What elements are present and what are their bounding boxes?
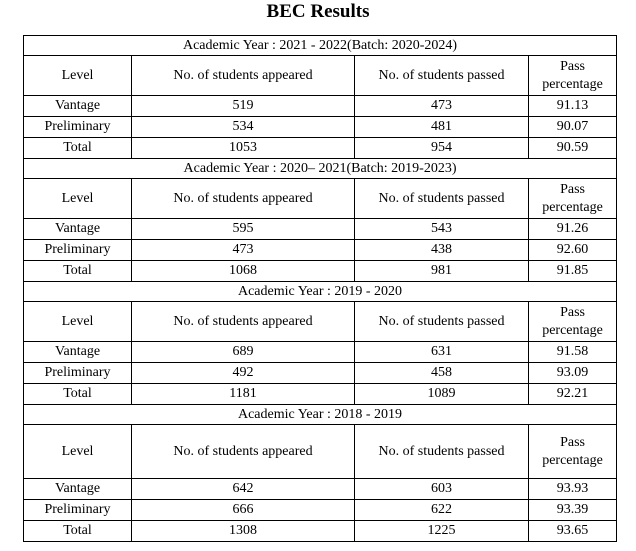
level-cell: Total (24, 384, 132, 405)
appeared-cell: 519 (132, 96, 355, 117)
level-cell: Preliminary (24, 500, 132, 521)
header-row (24, 302, 617, 342)
pass-percentage-header: Pass percentage (529, 425, 617, 479)
pass-percentage-cell: 92.60 (529, 240, 617, 261)
level-header: Level (24, 179, 132, 219)
pass-percentage-header: Pass percentage (529, 179, 617, 219)
academic-year-label: Academic Year : 2018 - 2019 (24, 405, 617, 425)
passed-cell: 603 (355, 479, 529, 500)
pass-percentage-cell: 93.39 (529, 500, 617, 521)
appeared-header: No. of students appeared (132, 179, 355, 219)
level-header: Level (24, 425, 132, 479)
appeared-cell: 666 (132, 500, 355, 521)
passed-cell: 473 (355, 96, 529, 117)
level-cell: Vantage (24, 342, 132, 363)
passed-cell: 1089 (355, 384, 529, 405)
academic-year-row (24, 36, 617, 56)
appeared-header: No. of students appeared (132, 56, 355, 96)
pass-percentage-cell: 92.21 (529, 384, 617, 405)
pass-percentage-cell: 91.13 (529, 96, 617, 117)
table-row (24, 342, 617, 363)
academic-year-label: Academic Year : 2021 - 2022(Batch: 2020-2024) (24, 36, 617, 56)
pass-percentage-cell: 91.85 (529, 261, 617, 282)
table-row (24, 363, 617, 384)
appeared-cell: 689 (132, 342, 355, 363)
level-cell: Preliminary (24, 363, 132, 384)
passed-cell: 1225 (355, 521, 529, 542)
appeared-header: No. of students appeared (132, 302, 355, 342)
header-row (24, 179, 617, 219)
appeared-cell: 1308 (132, 521, 355, 542)
table-row (24, 138, 617, 159)
pass-percentage-cell: 91.58 (529, 342, 617, 363)
table-row (24, 96, 617, 117)
appeared-cell: 1181 (132, 384, 355, 405)
academic-year-label: Academic Year : 2019 - 2020 (24, 282, 617, 302)
appeared-cell: 492 (132, 363, 355, 384)
level-cell: Vantage (24, 219, 132, 240)
level-cell: Total (24, 521, 132, 542)
table-row (24, 521, 617, 542)
header-row (24, 425, 617, 479)
level-header: Level (24, 56, 132, 96)
passed-cell: 481 (355, 117, 529, 138)
passed-header: No. of students passed (355, 425, 529, 479)
passed-cell: 622 (355, 500, 529, 521)
table-row (24, 261, 617, 282)
academic-year-row (24, 159, 617, 179)
passed-cell: 981 (355, 261, 529, 282)
table-row (24, 500, 617, 521)
level-cell: Total (24, 138, 132, 159)
passed-header: No. of students passed (355, 179, 529, 219)
passed-cell: 438 (355, 240, 529, 261)
academic-year-row (24, 282, 617, 302)
table-row (24, 384, 617, 405)
appeared-header: No. of students appeared (132, 425, 355, 479)
level-cell: Preliminary (24, 240, 132, 261)
pass-percentage-header: Pass percentage (529, 302, 617, 342)
level-cell: Total (24, 261, 132, 282)
pass-percentage-cell: 90.07 (529, 117, 617, 138)
appeared-cell: 642 (132, 479, 355, 500)
table-row (24, 219, 617, 240)
passed-cell: 458 (355, 363, 529, 384)
appeared-cell: 1053 (132, 138, 355, 159)
pass-percentage-cell: 93.93 (529, 479, 617, 500)
bec-results-table (23, 35, 617, 542)
level-cell: Preliminary (24, 117, 132, 138)
passed-header: No. of students passed (355, 302, 529, 342)
level-header: Level (24, 302, 132, 342)
passed-cell: 543 (355, 219, 529, 240)
appeared-cell: 534 (132, 117, 355, 138)
appeared-cell: 473 (132, 240, 355, 261)
passed-cell: 954 (355, 138, 529, 159)
passed-header: No. of students passed (355, 56, 529, 96)
academic-year-label: Academic Year : 2020– 2021(Batch: 2019-2023) (24, 159, 617, 179)
table-row (24, 117, 617, 138)
table-row (24, 240, 617, 261)
academic-year-row (24, 405, 617, 425)
pass-percentage-header: Pass percentage (529, 56, 617, 96)
pass-percentage-cell: 91.26 (529, 219, 617, 240)
level-cell: Vantage (24, 479, 132, 500)
table-row (24, 479, 617, 500)
pass-percentage-cell: 93.65 (529, 521, 617, 542)
appeared-cell: 595 (132, 219, 355, 240)
appeared-cell: 1068 (132, 261, 355, 282)
pass-percentage-cell: 93.09 (529, 363, 617, 384)
level-cell: Vantage (24, 96, 132, 117)
passed-cell: 631 (355, 342, 529, 363)
pass-percentage-cell: 90.59 (529, 138, 617, 159)
page-title: BEC Results (266, 1, 370, 22)
header-row (24, 56, 617, 96)
